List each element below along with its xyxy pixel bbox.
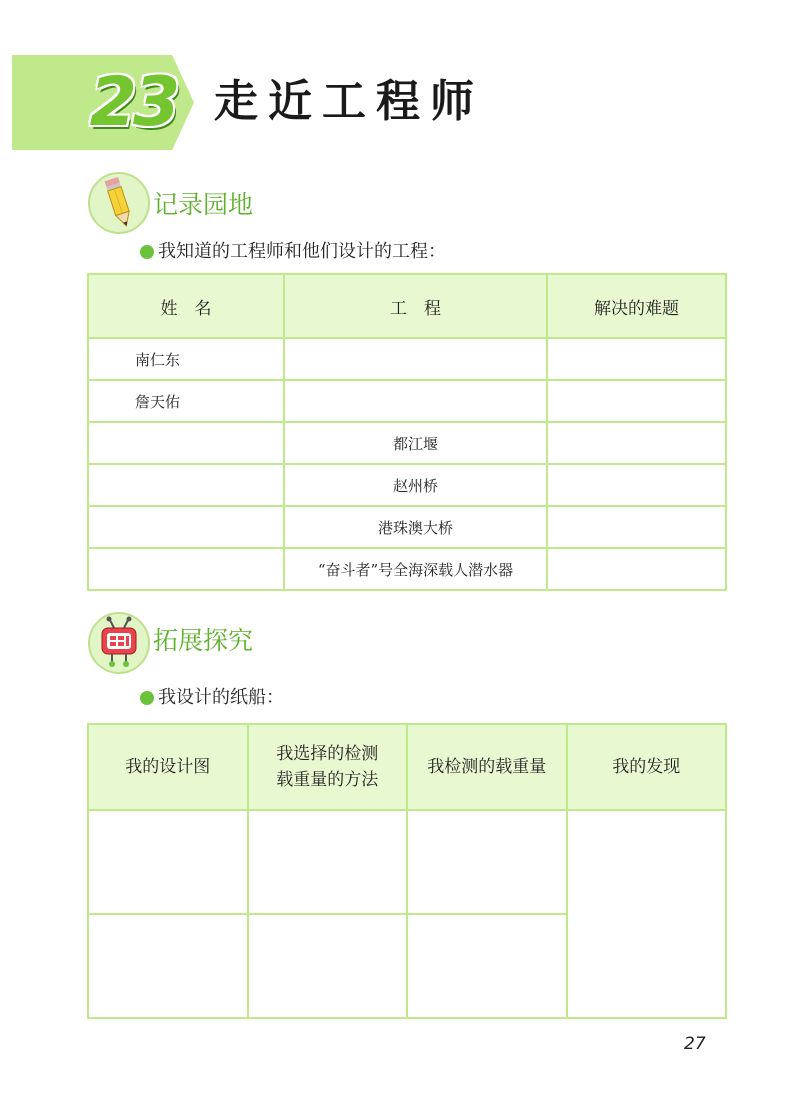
cell-problem[interactable] bbox=[547, 380, 726, 422]
cell-name[interactable]: 詹天佑 bbox=[88, 380, 284, 422]
cell-problem[interactable] bbox=[547, 464, 726, 506]
table-row bbox=[88, 548, 726, 590]
table-row bbox=[88, 422, 726, 464]
header-project: 工 程 bbox=[284, 274, 547, 338]
cell-design[interactable] bbox=[88, 810, 248, 914]
section-title-record: 记录园地 bbox=[153, 190, 254, 219]
cell-method[interactable] bbox=[248, 810, 408, 914]
cell-project[interactable]: 都江堰 bbox=[284, 422, 547, 464]
engineers-table bbox=[87, 273, 727, 591]
cell-name[interactable] bbox=[88, 422, 284, 464]
prompt-boat-text: 我设计的纸船： bbox=[158, 687, 284, 708]
cell-method[interactable] bbox=[248, 914, 408, 1018]
bullet-dot bbox=[140, 245, 154, 259]
header-design: 我的设计图 bbox=[88, 724, 248, 810]
cell-problem[interactable] bbox=[547, 506, 726, 548]
robot-tv-icon bbox=[88, 612, 150, 674]
cell-problem[interactable] bbox=[547, 338, 726, 380]
cell-name[interactable] bbox=[88, 548, 284, 590]
cell-project[interactable]: “奋斗者”号全海深载人潜水器 bbox=[284, 548, 547, 590]
prompt-engineers-text: 我知道的工程师和他们设计的工程： bbox=[158, 241, 446, 262]
table-row bbox=[88, 464, 726, 506]
cell-name[interactable] bbox=[88, 464, 284, 506]
header-method-text: 我选择的检测载重量的方法 bbox=[276, 744, 379, 790]
header-load: 我检测的载重量 bbox=[407, 724, 567, 810]
cell-problem[interactable] bbox=[547, 548, 726, 590]
header-name: 姓 名 bbox=[88, 274, 284, 338]
cell-name[interactable] bbox=[88, 506, 284, 548]
prompt-engineers bbox=[140, 239, 446, 265]
table-row bbox=[88, 380, 726, 422]
table-row bbox=[88, 338, 726, 380]
cell-project[interactable]: 港珠澳大桥 bbox=[284, 506, 547, 548]
cell-load[interactable] bbox=[407, 810, 567, 914]
lesson-number: 23 bbox=[89, 63, 177, 142]
cell-load[interactable] bbox=[407, 914, 567, 1018]
cell-name[interactable]: 南仁东 bbox=[88, 338, 284, 380]
header-method bbox=[248, 724, 408, 810]
boat-design-table bbox=[87, 723, 727, 1019]
table-row bbox=[88, 506, 726, 548]
table-header-row bbox=[88, 724, 726, 810]
cell-findings[interactable] bbox=[567, 810, 727, 1018]
section-title-explore: 拓展探究 bbox=[153, 626, 254, 655]
table-header-row bbox=[88, 274, 726, 338]
cell-project[interactable] bbox=[284, 338, 547, 380]
cell-project[interactable] bbox=[284, 380, 547, 422]
prompt-boat bbox=[140, 685, 284, 711]
page-number: 27 bbox=[684, 1034, 706, 1054]
header-findings: 我的发现 bbox=[567, 724, 727, 810]
pencil-icon bbox=[88, 172, 150, 234]
header-problem: 解决的难题 bbox=[547, 274, 726, 338]
cell-design[interactable] bbox=[88, 914, 248, 1018]
cell-project[interactable]: 赵州桥 bbox=[284, 464, 547, 506]
lesson-title: 走近工程师 bbox=[214, 76, 484, 127]
table-row bbox=[88, 810, 726, 914]
bullet-dot bbox=[140, 691, 154, 705]
cell-problem[interactable] bbox=[547, 422, 726, 464]
